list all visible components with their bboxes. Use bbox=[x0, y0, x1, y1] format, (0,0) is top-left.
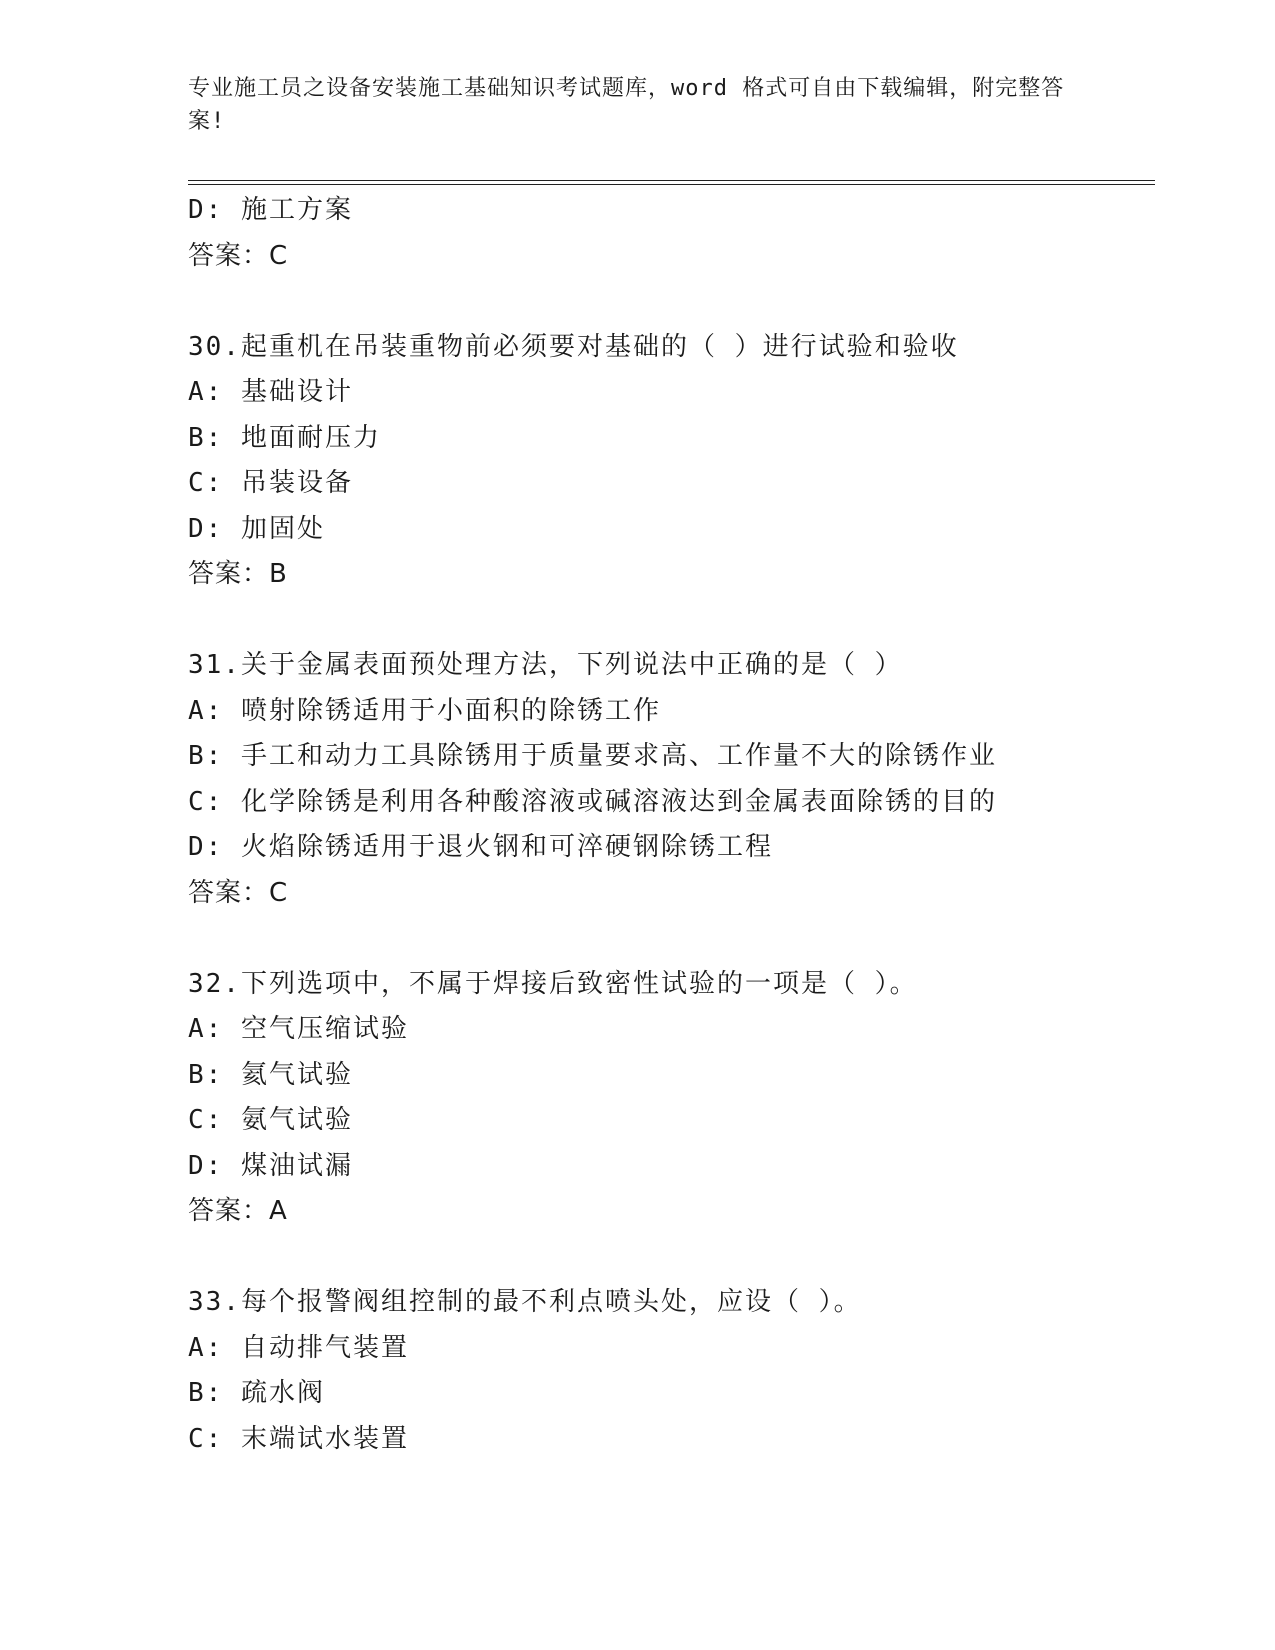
option-d: D: 煤油试漏 bbox=[188, 1150, 353, 1181]
option-c: C: 末端试水装置 bbox=[188, 1423, 409, 1454]
option-a: A: 自动排气装置 bbox=[188, 1332, 409, 1363]
option-d: D: 施工方案 bbox=[188, 195, 353, 225]
option-d: D: 火焰除锈适用于退火钢和可淬硬钢除锈工程 bbox=[188, 832, 773, 862]
question-stem: 33.每个报警阀组控制的最不利点喷头处，应设（ ）。 bbox=[188, 1287, 862, 1317]
option-c: C: 吊装设备 bbox=[188, 468, 353, 498]
answer-line: 答案：A bbox=[188, 1196, 288, 1226]
question-32 bbox=[188, 962, 1155, 1235]
option-c: C: 化学除锈是利用各种酸溶液或碱溶液达到金属表面除锈的目的 bbox=[188, 786, 997, 817]
option-d: D: 加固处 bbox=[188, 513, 325, 544]
option-a: A: 基础设计 bbox=[188, 377, 353, 407]
question-31 bbox=[188, 643, 1155, 916]
carry-over-block bbox=[188, 188, 1155, 279]
answer-line: 答案：B bbox=[188, 559, 288, 589]
document-header: 专业施工员之设备安装施工基础知识考试题库，word 格式可自由下载编辑，附完整答案! bbox=[188, 76, 1065, 134]
option-b: B: 氦气试验 bbox=[188, 1059, 353, 1090]
spacer bbox=[188, 916, 1155, 962]
option-b: B: 手工和动力工具除锈用于质量要求高、工作量不大的除锈作业 bbox=[188, 741, 997, 771]
spacer bbox=[188, 1235, 1155, 1281]
answer-line: 答案：C bbox=[188, 240, 289, 271]
spacer bbox=[188, 279, 1155, 325]
question-stem: 31.关于金属表面预处理方法，下列说法中正确的是（ ） bbox=[188, 650, 903, 680]
option-a: A: 喷射除锈适用于小面积的除锈工作 bbox=[188, 695, 661, 726]
question-list bbox=[188, 188, 1155, 1462]
option-a: A: 空气压缩试验 bbox=[188, 1014, 409, 1044]
option-b: B: 地面耐压力 bbox=[188, 422, 381, 453]
question-33 bbox=[188, 1280, 1155, 1462]
question-30 bbox=[188, 325, 1155, 598]
option-c: C: 氨气试验 bbox=[188, 1105, 353, 1135]
question-stem: 30.起重机在吊装重物前必须要对基础的（ ）进行试验和验收 bbox=[188, 331, 959, 362]
header-divider bbox=[188, 180, 1155, 185]
question-stem: 32.下列选项中，不属于焊接后致密性试验的一项是（ ）。 bbox=[188, 968, 918, 999]
spacer bbox=[188, 598, 1155, 644]
answer-line: 答案：C bbox=[188, 877, 289, 908]
option-b: B: 疏水阀 bbox=[188, 1378, 325, 1408]
